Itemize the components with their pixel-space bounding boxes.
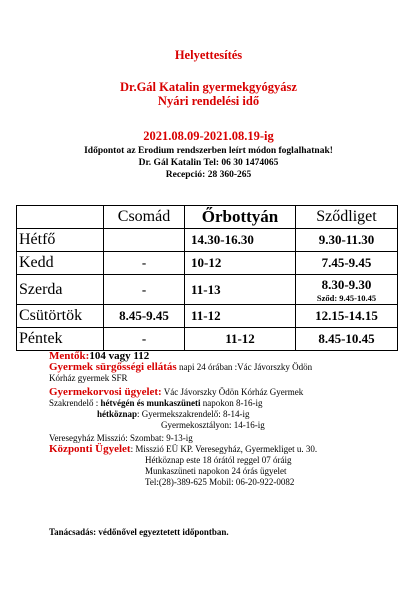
szodliget-cell: [296, 275, 398, 305]
doctor-heading: [0, 80, 417, 108]
table-row: [17, 252, 398, 275]
urgent-care-label: Gyermek sürgősségi ellátás: [49, 361, 177, 373]
clinic-weekend-bold: hétvégén és munkaszüneti: [100, 398, 201, 408]
ambulance-number: 104 vagy 112: [89, 350, 150, 362]
date-range: 2021.08.09-2021.08.19-ig: [143, 129, 274, 143]
central-duty-label: Központi Ügyelet: [49, 443, 131, 455]
csomad-cell: -: [104, 252, 185, 275]
mission-line: Veresegyház Misszió: Szombat: 9-13-ig: [49, 433, 193, 443]
szodliget-cell: 9.30-11.30: [296, 229, 398, 252]
orbottyan-cell: 10-12: [185, 252, 296, 275]
col-header-szodliget: Sződliget: [296, 206, 398, 229]
central-duty-address: : Misszió EÜ KP. Veresegyház, Gyermekliget u. 30.: [130, 444, 318, 454]
doctor-name: Dr.Gál Katalin gyermekgyógyász: [120, 80, 297, 94]
notice-title: Helyettesítés: [174, 48, 243, 62]
clinic-weekend-line: [49, 398, 409, 409]
booking-note: Időpontot az Erodium rendszerben leírt módon foglalhatnak!: [84, 146, 333, 156]
urgent-care-line-2: Kórház gyermek SFR: [49, 373, 128, 383]
csomad-cell: -: [104, 275, 185, 305]
clinic-weekend-hours: napokon 8-16-ig: [200, 398, 263, 408]
weekday-bold: hétköznap: [97, 409, 138, 419]
central-duty-weekday: Hétköznap este 18 órától reggel 07 óráig: [145, 455, 292, 465]
pediatric-duty-text: Vác Jávorszky Ödön Kórház Gyermek: [161, 387, 304, 397]
urgent-care-line: [49, 362, 409, 373]
summer-hours-subtitle: Nyári rendelési idő: [157, 94, 260, 108]
csomad-cell: -: [104, 328, 185, 351]
szodliget-cell: 7.45-9.45: [296, 252, 398, 275]
day-cell: Kedd: [17, 252, 104, 275]
table-header-row: [17, 206, 398, 229]
ambulance-label: Mentők:: [49, 350, 90, 362]
szodliget-cell: 12.15-14.15: [296, 305, 398, 328]
szodliget-cell: 8.45-10.45: [296, 328, 398, 351]
orbottyan-cell: 11-13: [185, 275, 296, 305]
csomad-cell: 8.45-9.45: [104, 305, 185, 328]
weekday-clinic-hours: : Gyermekszakrendelő: 8-14-ig: [137, 409, 250, 419]
day-cell: Csütörtök: [17, 305, 104, 328]
day-cell: Péntek: [17, 328, 104, 351]
csomad-cell: [104, 229, 185, 252]
table-row: [17, 229, 398, 252]
orbottyan-cell: 11-12: [185, 305, 296, 328]
col-header-orbottyan: Őrbottyán: [185, 206, 296, 229]
central-duty-phone: Tel:(28)-389-625 Mobil: 06-20-922-0082: [145, 477, 295, 487]
central-duty-line: [49, 444, 409, 455]
table-row: [17, 305, 398, 328]
doctor-phone: Dr. Gál Katalin Tel: 06 30 1474065: [138, 158, 279, 168]
central-duty-holiday: Munkaszüneti napokon 24 órás ügyelet: [145, 466, 287, 476]
orbottyan-cell: 14.30-16.30: [185, 229, 296, 252]
pediatric-duty-line: [49, 387, 409, 398]
szodliget-extra-time: Sződ: 9.45-10.45: [316, 292, 377, 303]
urgent-care-text: napi 24 órában :Vác Jávorszky Ödön: [176, 362, 313, 372]
reception-phone: Recepció: 28 360-265: [165, 170, 252, 180]
contact-info: [0, 145, 417, 181]
ward-hours-line: Gyermekosztályon: 14-16-ig: [161, 420, 265, 430]
clinic-prefix: Szakrendelő :: [49, 398, 101, 408]
table-row: [17, 275, 398, 305]
consultation-note: Tanácsadás: védőnővel egyeztetett időpontban.: [49, 527, 229, 537]
col-header-csomad: Csomád: [104, 206, 185, 229]
clinic-weekday-line: [49, 409, 409, 420]
day-cell: Hétfő: [17, 229, 104, 252]
schedule-table: [16, 205, 398, 351]
table-row: [17, 328, 398, 351]
emergency-info: [49, 351, 409, 488]
pediatric-duty-label: Gyermekorvosi ügyelet:: [49, 386, 162, 398]
day-cell: Szerda: [17, 275, 104, 305]
szodliget-time: 8.30-9.30: [321, 276, 372, 292]
table-corner-cell: [17, 206, 104, 229]
orbottyan-cell: 11-12: [185, 328, 296, 351]
